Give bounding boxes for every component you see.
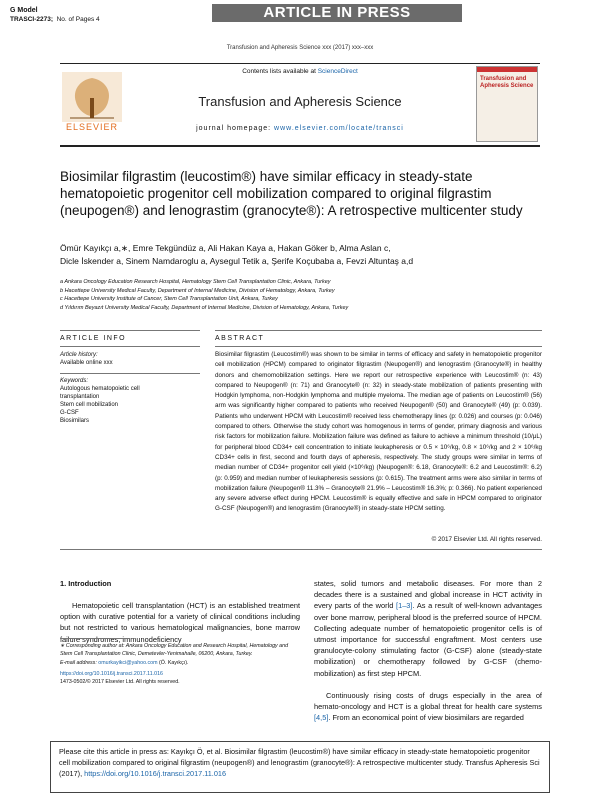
abstract-top-rule bbox=[215, 330, 542, 331]
intro-text: . From an economical point of view biosimilars are regarded bbox=[328, 713, 524, 723]
model-label: G Model bbox=[10, 7, 38, 14]
intro-text: states, solid tumors and metabolic diseases. For more than 2 decades there is a sustained and global increase in HCT activity in every parts of the world bbox=[314, 579, 542, 611]
section-heading-introduction: 1. Introduction bbox=[60, 579, 112, 588]
article-history bbox=[60, 351, 200, 367]
corresponding-author-note: ∗ Corresponding author at: Ankara Oncology Education and Research Hospital, Hematology and Stem Cell Transplantation Clinic, Demetevler-Yenimahalle, 06200, Ankara, Turkey. bbox=[60, 643, 289, 658]
abstract-text: Biosimilar filgrastim (Leucostim®) was shown to be similar in terms of efficacy and safety in hematopoietic progenitor cell mobilization (HPCM) compared to originator filgrastim (Neupogen®) and lenograstim (Granocyte®) in healthy donors and chemomobilization settings. Here we report our retrospective experience with Leucostim® (n: 43) compared to Neupogen® (n: 71) and Granocyte® (n: 32) in steady-state mobilization of patients presenting with Hodgkin lymphoma, non-Hodgkin lymphoma and multiple myeloma. The median age of patients on Leucostim® (56) arm was significantly higher compared to patients who received Neupogen® (50) and Granocyte® (49) (p: 0.039). Patients who underwent HPCM with Leucostim® received less chemotherapy lines (p: 0.026) and courses (p: 0.046) compared to others. Otherwise the study cohort was homogenous in terms of gender, primary diagnosis and various risk factors for mobilization failure. Mobilization failure was defined as failure to achieve a minimum threshold (10/μL) for peripheral blood CD34+ cell concentration to initiate leukapheresis or 0.5 × 10⁶/kg, 0.8 × 10⁶/kg and 2 × 10⁶/kg CD34+ cells in first, second and fourth days of apheresis, respectively. The study groups were similar in terms of median number of CD34+ progenitor cell yield (×10⁶/kg) (Neupogen®: 6.18, Granocyte®: 6.2 and Leucostim®: 6.2) (p: 0.959) and median number of leukapheresis sessions (p: 0.615). The treatment arms were also similar in terms of mobilization failure (Neupogen® 11.3% – Granocyte® 21.9% – Leucostim® 16.3%; p: 0.366). No patient experienced any severe adverse effect during HPCM. Leucostim® is equally effective and safe in HPCM compared to originator G-CSF (Neupogen®) and lenograstim (Granocyte®) in steady-state HPCM setting. bbox=[215, 351, 542, 513]
footnotes bbox=[60, 642, 300, 686]
abstract-heading: ABSTRACT bbox=[215, 335, 265, 342]
email-label: E-mail address: bbox=[60, 659, 99, 666]
journal-cover bbox=[476, 66, 538, 142]
intro-paragraph-right-2 bbox=[314, 690, 542, 724]
masthead-top-rule bbox=[60, 63, 540, 64]
email-note bbox=[60, 659, 300, 667]
publisher-name: ELSEVIER bbox=[65, 122, 119, 132]
issn-line: 1473-0502/© 2017 Elsevier Ltd. All rights reserved. bbox=[60, 679, 180, 686]
page-count: No. of Pages 4 bbox=[56, 16, 100, 23]
keywords-block bbox=[60, 377, 200, 425]
header-meta bbox=[10, 6, 100, 24]
authors-line-1: Ömür Kayıkçı a,∗, Emre Tekgündüz a, Ali Hakan Kaya a, Hakan Göker b, Alma Aslan c, bbox=[60, 243, 391, 253]
masthead-bottom-rule bbox=[60, 145, 540, 147]
intro-paragraph-left: Hematopoietic cell transplantation (HCT) is an established treatment option with curative potential for a variety of clinical conditions including but not restricted to various hematological malignancies, bone marrow failure syndromes, immunodeficiency bbox=[60, 601, 300, 644]
keyword: G-CSF bbox=[60, 410, 79, 416]
contents-line bbox=[130, 68, 470, 75]
journal-homepage bbox=[130, 125, 470, 132]
keyword: Autologous hematopoietic cell bbox=[60, 386, 140, 392]
keyword: transplantation bbox=[60, 394, 100, 400]
journal-citation-line: Transfusion and Apheresis Science xxx (2017) xxx–xxx bbox=[226, 45, 374, 51]
elsevier-logo bbox=[62, 72, 122, 134]
intro-text: . As a result of well-known advantages over bone marrow, peripheral blood is the preferred source of HPCM. Collecting adequate number of hematopoietic progenitor cells is of utmost importance for successful engraftment. Most centers use granulocyte-colony stimulating factor (G-CSF) alone (steady-state mobilization) or chemotherapy followed by G-CSF (chemo-mobilization) as first step HPCM. bbox=[314, 601, 542, 678]
email-suffix: (Ö. Kayıkçı). bbox=[157, 659, 189, 666]
homepage-link[interactable]: www.elsevier.com/locate/transci bbox=[274, 125, 404, 132]
article-in-press-banner: ARTICLE IN PRESS bbox=[212, 4, 462, 22]
contents-prefix: Contents lists available at bbox=[242, 68, 318, 75]
info-top-rule bbox=[60, 330, 200, 331]
intro-text: Continuously rising costs of drugs especially in the area of hemato-oncology and HCT is a global threat for health care systems bbox=[314, 691, 542, 712]
affiliation-b: b Hacettepe University Medical Faculty, Department of Internal Medicine, Division of Hematology, Ankara, Turkey bbox=[60, 287, 335, 294]
affiliation-a: a Ankara Oncology Education Research Hospital, Hematology Stem Cell Transplantation Clinic, Ankara, Turkey bbox=[60, 279, 331, 285]
article-code bbox=[10, 15, 100, 24]
abstract-bottom-rule bbox=[60, 549, 542, 550]
intro-paragraph-right-1 bbox=[314, 578, 542, 679]
history-value: Available online xxx bbox=[60, 360, 113, 366]
reference-link[interactable]: [1–3] bbox=[396, 601, 413, 611]
article-info-heading: ARTICLE INFO bbox=[60, 335, 127, 342]
citation-doi-link[interactable]: https://doi.org/10.1016/j.transci.2017.11.016 bbox=[84, 769, 227, 778]
journal-title: Transfusion and Apheresis Science bbox=[198, 94, 402, 109]
keyword: Biosimilars bbox=[60, 418, 90, 424]
affiliations bbox=[60, 278, 540, 312]
citation-box bbox=[50, 741, 550, 793]
authors-line-2: Dicle İskender a, Sinem Namdaroglu a, Aysegul Tetik a, Şerife Koçubaba a, Fevzi Altuntaş a,d bbox=[60, 256, 414, 266]
abstract-heading-rule bbox=[215, 346, 542, 347]
keyword: Stem cell mobilization bbox=[60, 402, 119, 408]
author-list bbox=[60, 242, 540, 268]
doi-link[interactable]: https://doi.org/10.1016/j.transci.2017.11.016 bbox=[60, 670, 163, 677]
sciencedirect-link[interactable]: ScienceDirect bbox=[317, 68, 358, 75]
info-mid-rule bbox=[60, 373, 200, 374]
article-title: Biosimilar filgrastim (leucostim®) have similar efficacy in steady-state hematopoietic progenitor cell mobilization compared to original filgrastim (neupogen®) and lenograstim (granocyte®): A retrospective multicenter study bbox=[60, 169, 523, 218]
abstract-copyright: © 2017 Elsevier Ltd. All rights reserved. bbox=[431, 536, 542, 543]
affiliation-c: c Hacettepe University Institute of Cancer, Stem Cell Transplantation Unit, Ankara, Turkey bbox=[60, 296, 278, 302]
email-link[interactable]: omurkayikci@yahoo.com bbox=[98, 659, 158, 666]
homepage-label: journal homepage: bbox=[196, 125, 275, 132]
cover-title: Transfusion and Apheresis Science bbox=[480, 76, 534, 89]
history-label: Article history: bbox=[60, 352, 98, 358]
article-id: TRASCI-2273; bbox=[10, 16, 53, 23]
info-heading-rule bbox=[60, 346, 200, 347]
citation-text: Please cite this article in press as: Kayıkçı Ö, et al. Biosimilar filgrastim (leucostim®) have similar efficacy in steady-state hematopoietic progenitor cell mobilization compared to original filgrastim (neupogen®) and lenograstim (granocyte®): A retrospective multicenter study. Transfus Apheresis Sci (2017), bbox=[59, 747, 540, 778]
reference-link[interactable]: [4,5] bbox=[314, 713, 329, 723]
footnote-rule bbox=[60, 638, 130, 639]
affiliation-d: d Yıldırım Beyazıt University Medical Faculty, Department of Internal Medicine, Division of Hematology, Ankara, Turkey bbox=[60, 304, 349, 311]
keywords-label: Keywords: bbox=[60, 378, 89, 384]
